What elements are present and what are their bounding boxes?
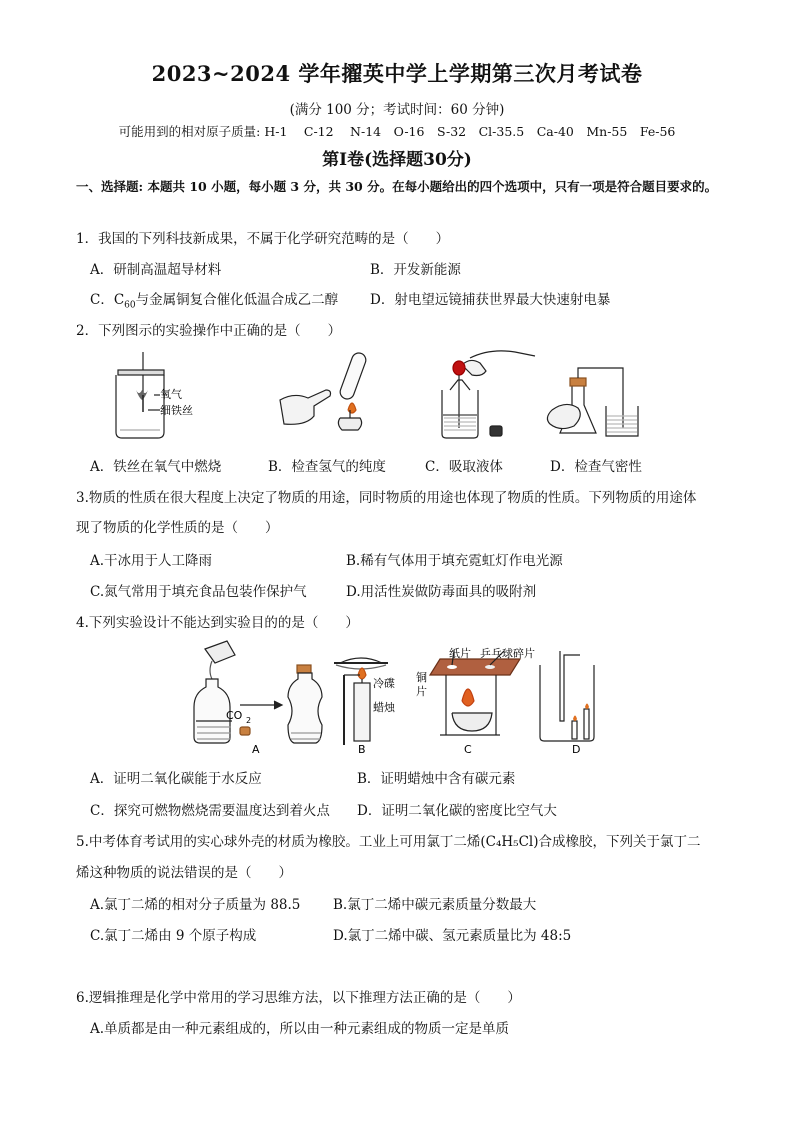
q6-option-a: A.单质都是由一种元素组成的，所以由一种元素组成的物质一定是单质 (90, 1021, 510, 1037)
q2-fig-d (547, 368, 638, 436)
q4-option-c: C．探究可燃物燃烧需要温度达到着火点 (90, 803, 330, 819)
atomic-masses: 可能用到的相对原子质量: H-1 C-12 N-14 O-16 S-32 Cl-35.5 Ca-40 Mn-55 Fe-56 (118, 124, 676, 139)
q3-option-b: B.稀有气体用于填充霓虹灯作电光源 (346, 553, 563, 569)
q5-option-b: B.氯丁二烯中碳元素质量分数最大 (333, 897, 537, 913)
q1-option-c-post: 与金属铜复合催化低温合成乙二醇 (135, 292, 339, 308)
q3-stem-line2: 现了物质的化学性质的是（ ） (76, 520, 279, 536)
q2-fig-b (280, 351, 368, 430)
q5-stem-line1: 5.中考体育考试用的实心球外壳的材质为橡胶。工业上可用氯丁二烯(C₄H₅Cl)合成橡胶，下列关于氯丁二 (76, 834, 701, 850)
q4-option-d: D．证明二氧化碳的密度比空气大 (357, 803, 557, 819)
q1-option-c-sub: 60 (124, 300, 136, 311)
q3-stem-line1: 3.物质的性质在很大程度上决定了物质的用途，同时物质的用途也体现了物质的性质。下列物质的用途体 (76, 490, 697, 506)
q5-option-c: C.氯丁二烯由 9 个原子构成 (90, 928, 257, 944)
q2-fig-c (442, 351, 535, 438)
q1-option-b: B．开发新能源 (370, 262, 461, 278)
q2-stem: 2．下列图示的实验操作中正确的是（ ） (76, 323, 342, 339)
q4-option-b: B．证明蜡烛中含有碳元素 (357, 771, 516, 787)
q2-option-d: D．检查气密性 (550, 459, 642, 475)
q4-fig-c-copper2: 片 (416, 685, 427, 698)
section-title: 第Ⅰ卷(选择题30分) (322, 150, 472, 170)
q1-option-c (90, 288, 338, 311)
exam-title: 2023~2024 学年擢英中学上学期第三次月考试卷 (151, 61, 643, 86)
q6-stem: 6.逻辑推理是化学中常用的学习思维方法，以下推理方法正确的是（ ） (76, 990, 521, 1006)
q4-fig-b-cold-plate: 冷碟 (373, 677, 395, 690)
q4-option-a: A．证明二氧化碳能于水反应 (90, 771, 262, 787)
q4-fig-b-letter: B (358, 743, 366, 756)
q1-option-c-pre: C．C (90, 292, 125, 308)
q4-fig-c-paper: 纸片 (449, 647, 471, 660)
q4-fig-a-co2: CO (226, 709, 243, 722)
q2-option-c: C．吸取液体 (425, 459, 503, 475)
q4-stem: 4.下列实验设计不能达到实验目的的是（ ） (76, 615, 359, 631)
q5-option-d: D.氯丁二烯中碳、氢元素质量比为 48:5 (333, 928, 572, 944)
q4-fig-d-letter: D (572, 743, 581, 756)
section-instructions: 一、选择题: 本题共 10 小题，每小题 3 分，共 30 分。在每小题给出的四个选项中，只有一项是符合题目要求的。 (76, 179, 718, 194)
q2-fig-a-label-wire: 细铁丝 (160, 404, 193, 417)
q4-fig-c-letter: C (464, 743, 472, 756)
q5-stem-line2: 烯这种物质的说法错误的是（ ） (76, 865, 292, 881)
q5-option-a: A.氯丁二烯的相对分子质量为 88.5 (90, 897, 301, 913)
q4-fig-c-pingpong: 乒乓球碎片 (480, 647, 535, 660)
q4-fig-a-letter: A (252, 743, 260, 756)
q3-option-d: D.用活性炭做防毒面具的吸附剂 (346, 584, 537, 600)
q2-option-b: B．检查氢气的纯度 (268, 459, 386, 475)
q2-fig-a-label-oxygen: 氧气 (160, 388, 182, 401)
q2-fig-a (116, 352, 164, 438)
q4-fig-c-copper1: 铜 (416, 671, 427, 684)
q1-stem: 1．我国的下列科技新成果，不属于化学研究范畴的是（ ） (76, 231, 450, 247)
q3-option-c: C.氮气常用于填充食品包装作保护气 (90, 584, 307, 600)
q4-fig-d (540, 651, 594, 741)
q4-fig-a (194, 641, 322, 743)
q1-option-a: A．研制高温超导材料 (90, 262, 222, 278)
q4-fig-c (430, 651, 520, 735)
q4-figures (0, 635, 794, 763)
q4-fig-b-candle: 蜡烛 (373, 701, 395, 714)
q2-option-a: A．铁丝在氧气中燃烧 (90, 459, 222, 475)
q3-option-a: A.干冰用于人工降雨 (90, 553, 213, 569)
exam-meta: (满分 100 分；考试时间：60 分钟) (289, 102, 505, 118)
q2-figures (0, 340, 794, 450)
q4-fig-a-co2-sub: 2 (246, 716, 252, 725)
q1-option-d: D．射电望远镜捕获世界最大快速射电暴 (370, 292, 611, 308)
